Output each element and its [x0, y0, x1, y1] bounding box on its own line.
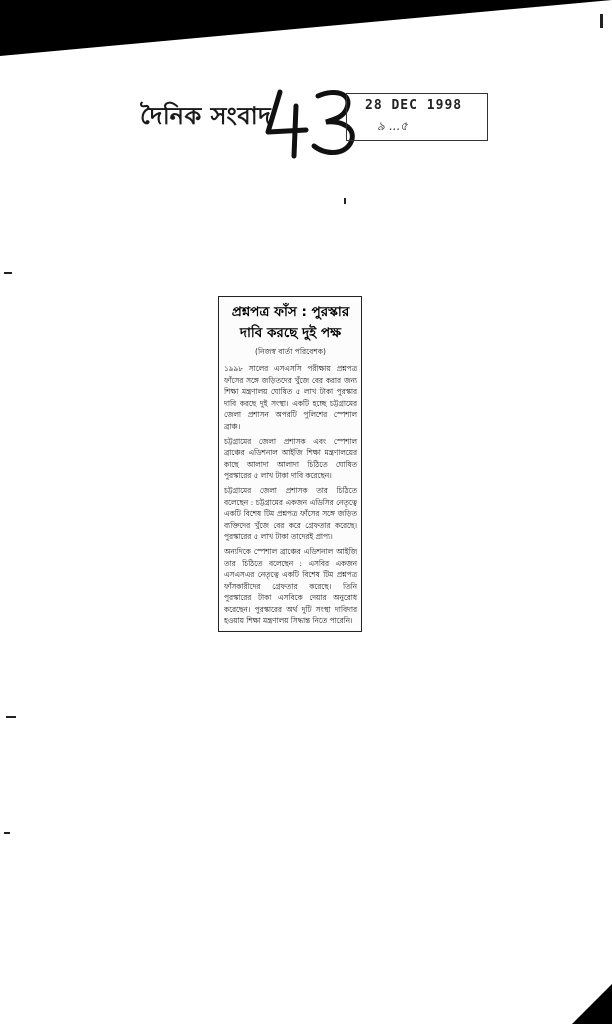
- scan-corner-shadow: [0, 0, 612, 60]
- scan-corner-shadow-bottom: [572, 984, 612, 1024]
- scan-speck: [344, 198, 346, 204]
- article-paragraph: চট্টগ্রামের জেলা প্রশাসক এবং স্পেশাল ব্রাঞ্চের এডিশনাল আইজি শিক্ষা মন্ত্রণালয়ের কাছে আলাদা আলাদা চিঠিতে ঘোষিত পুরস্কারের ৫ লাখ টাকা দাবি করেছেন।: [224, 436, 357, 481]
- stamp-date: 28 DEC 1998: [365, 98, 463, 113]
- scan-speck: [4, 272, 12, 274]
- scan-speck: [600, 14, 603, 28]
- clipping-headline: প্রশ্নপত্র ফাঁস : পুরস্কার দাবি করছে দুই পক্ষ: [231, 304, 350, 341]
- article-paragraph: অন্যদিকে স্পেশাল ব্রাঞ্চের এডিশনাল আইজি তার চিঠিতে বলেছেন : এসবির একজন এসএসএর নেতৃত্বে একটি বিশেষ টিম প্রশ্নপত্র ফাঁসকারীদের গ্রেফতার করেছে। তিনি পুরস্কারের টাকা এসবিকে দেয়ার অনুরোধ করেছেন। পুরস্কারের অর্থ দুটি সংস্থা দাবিদার হওয়ায় শিক্ষা মন্ত্রণালয় সিদ্ধান্ত নিতে পারেনি।: [224, 546, 357, 626]
- article-paragraph: চট্টগ্রামের জেলা প্রশাসক তার চিঠিতে বলেছেন : চট্টগ্রামের একজন এডিসির নেতৃত্বে একটি বিশেষ টিম প্রশ্নপত্র ফাঁসের সঙ্গে জড়িত ব্যক্তিদের খুঁজে বের করে গ্রেফতার করেছে। পুরস্কারের ৫ লাখ টাকা তাদেরই প্রাপ্য।: [224, 485, 357, 542]
- scan-speck: [6, 716, 16, 718]
- newspaper-clipping: [218, 296, 362, 632]
- newspaper-name: দৈনিক সংবাদ: [140, 101, 272, 130]
- article-paragraph: ১৯৯৮ সালের এসএসসি পরীক্ষায় প্রশ্নপত্র ফাঁসের সঙ্গে জড়িতদের খুঁজে বের করার জন্য শিক্ষা মন্ত্রণালয় ঘোষিত ৫ লাখ টাকা পুরস্কার দাবি করছে দুই সংস্থা। একটি হচ্ছে চট্টগ্রামের জেলা প্রশাসন অপরটি পুলিশের স্পেশাল ব্রাঞ্চ।: [224, 364, 357, 431]
- stamp-handwritten-note: ৯ ...৫: [377, 119, 408, 133]
- clipping-byline: (নিজস্ব বার্তা পরিবেশক): [255, 347, 326, 356]
- scan-speck: [4, 832, 10, 834]
- date-stamp: [346, 93, 488, 141]
